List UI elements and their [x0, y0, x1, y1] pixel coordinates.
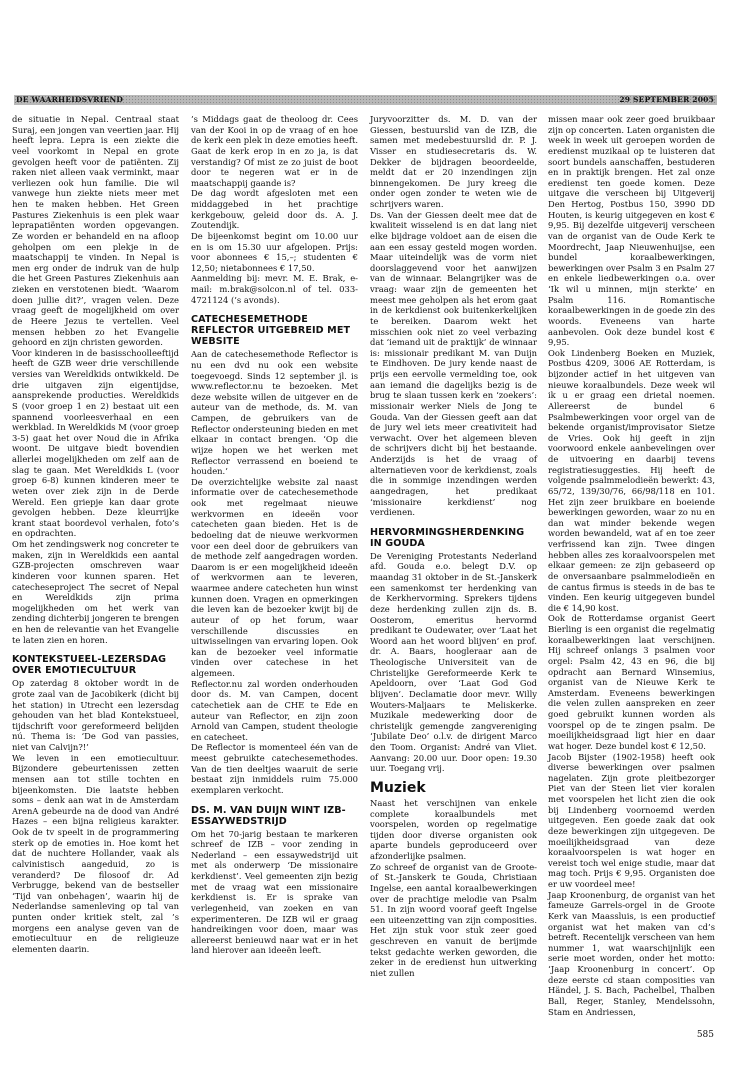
- page-number: 585: [696, 1030, 714, 1040]
- rubric-heading: Muziek: [370, 779, 426, 796]
- paragraph: Aan de catechesemethode Reflector is nu een dvd nu ook een website toegevoegd. Sinds 12 september jl. is www.reflector.nu te bezoeken. Met deze website willen de uitgever en de auteur van de methode, ds. M. van Campen, de gebruikers van de Reflector ondersteuning bieden en met elkaar in contact brengen. ‘Op die wijze hopen we het werken met Reflector verrassend en boeiend te houden.’: [191, 349, 358, 477]
- paragraph: Ook de Rotterdamse organist Geert Bierling is een organist die regelmatig koraalbewerkingen laat verschijnen. Hij schreef onlangs 3 psalmen voor orgel: Psalm 42, 43 en 96, die bij opdracht aan Bernard Winsemius, organist van de Nieuwe Kerk te Amsterdam. Eveneens bewerkingen die velen zullen aanspreken en zeer goed gebruikt kunnen worden als voorspel op de te zingen psalm. De moeilijkheidsgraad ligt hier en daar wat hoger. Deze bundel kost € 12,50.: [548, 613, 715, 751]
- paragraph: Juryvoorzitter ds. M. D. van der Giessen, bestuurslid van de IZB, die samen met medebestuurslid dr. P. J. Visser en studiesecretaris ds. W. Dekker de bijdragen beoordeelde, meldt dat er 20 inzendingen zijn binnengekomen. De jury kreeg die onder ogen zonder te weten wie de schrijvers waren.: [370, 114, 537, 209]
- masthead: DE WAARHEIDSVRIEND: [16, 95, 124, 104]
- paragraph: Om het zendingswerk nog concreter te maken, zijn in Wereldkids een aantal GZB-projecten omschreven waar kinderen voor kunnen sparen. Het catecheseproject The secret of Nepal en Wereldkids zijn prima mogelijkheden om het werk van zending dichterbij jongeren te brengen en hen de relevantie van het Evangelie te laten zien en horen.: [12, 539, 179, 645]
- paragraph: Zo schreef de organist van de Groote- of St.-Janskerk te Gouda, Christiaan Ingelse, een aantal koraalbewerkingen over de prachtige melodie van Psalm 51. In zijn woord vooraf geeft Ingelse een uiteenzetting van zijn composities. Het zijn stuk voor stuk zeer goed geschreven en vanuit de berijmde tekst gedachte werken geworden, die zeker in de eredienst hun uitwerking niet zullen: [370, 861, 537, 978]
- paragraph: De Vereniging Protestants Nederland afd. Gouda e.o. belegt D.V. op maandag 31 oktober in de St.-Janskerk een samenkomst ter herdenking van de Kerkhervorming. Sprekers tijdens deze herdenking zullen zijn ds. B. Oosterom, emeritus hervormd predikant te Oudewater, over ‘Laat het Woord aan het woord blijven’ en prof. dr. A. Baars, hoogleraar aan de Theologische Universiteit van de Christelijke Gereformeerde Kerk te Apeldoorn, over ‘Laat God God blijven’. Declamatie door mevr. Willy Wouters-Maljaars te Meliskerke. Muzikale medewerking door de christelijk gemengde zangvereniging ‘Jubilate Deo’ o.l.v. de dirigent Marco den Toom. Organist: André van Vliet. Aanvang: 20.00 uur. Door open: 19.30 uur. Toegang vrij.: [370, 550, 537, 774]
- section-heading: HERVORMINGSHERDENKING IN GOUDA: [370, 526, 525, 549]
- paragraph: ’s Middags gaat de theoloog dr. Cees van der Kooi in op de vraag of en hoe de kerk een plek in deze emoties heeft. Gaat de kerk erop in en zo ja, is dat verstandig? Of mist ze zo juist de boot door te negeren wat er in de maatschappij gaande is?: [191, 114, 358, 188]
- paragraph: Reflector.nu zal worden onderhouden door ds. M. van Campen, docent catechetiek aan de CHE te Ede en auteur van Reflector, en zijn zoon Arnold van Campen, student theologie en catecheet.: [191, 678, 358, 742]
- paragraph: De Reflector is momenteel één van de meest gebruikte catechesemethodes. Van de tien deeltjes waaruit de serie bestaat zijn inmiddels ruim 75.000 exemplaren verkocht.: [191, 742, 358, 795]
- section-heading: CATECHESEMETHODE REFLECTOR UITGEBREID MET WEBSITE: [191, 314, 351, 348]
- paragraph: De overzichtelijke website zal naast informatie over de catechesemethode ook met regelmaat nieuwe werkvormen en ideeën voor catecheten gaan bieden. Het is de bedoeling dat de nieuwe werkvormen voor een deel door de gebruikers van de methode zelf aangedragen worden. Daarom is er een mogelijkheid ideeën of werkvormen aan te leveren, waarmee andere catecheten hun winst kunnen doen. Vragen en opmerkingen die leven kan de bezoeker kwijt bij de auteur of op het forum, waar verschillende discussies en uitwisselingen van ervaring lopen. Ook kan de bezoeker veel informatie vinden over catechese in het algemeen.: [191, 476, 358, 678]
- paragraph: Ook Lindenberg Boeken en Muziek, Postbus 4209, 3006 AE Rotterdam, is bijzonder actief in het uitgeven van nieuwe koraalbundels. Deze week wil ik u er graag een drietal noemen. Allereerst de bundel 6 Psalmbewerkingen voor orgel van de bekende organist/improvisator Sietze de Vries. Ook hij geeft in zijn voorwoord enkele aanbevelingen over de uitvoering en daarbij tevens registratiesuggesties. Hij heeft de volgende psalmmelodieën bewerkt: 43, 65/72, 139/30/76, 66/98/118 en 101. Het zijn zeer bruikbare en boeiende bewerkingen geworden, waar zo nu en dan wat minder bekende wegen worden bewandeld, wat af en toe zeer verfrissend kan zijn. Twee dingen hebben alles zes koraalvoorspelen met elkaar gemeen: ze zijn gebaseerd op de onversaanbare psalmmelodieën en de cantus firmus is steeds in de bas te vinden. Een keurig uitgegeven bundel die € 14,90 kost.: [548, 347, 715, 613]
- column-1: [12, 114, 179, 955]
- column-4: [548, 114, 715, 1017]
- paragraph: Op zaterdag 8 oktober wordt in de grote zaal van de Jacobikerk (dicht bij het station) in Utrecht een lezersdag gehouden van het blad Kontekstueel, tijdschrift voor gereformeerd belijden nú. Thema is: ‘De God van passies, niet van Calvijn?!’: [12, 678, 179, 752]
- paragraph: de situatie in Nepal. Centraal staat Suraj, een jongen van veertien jaar. Hij heeft lepra. Lepra is een ziekte die veel voorkomt in Nepal en grote gevolgen heeft voor de patiënten. Zij raken niet alleen vaak verminkt, maar verliezen ook hun familie. Die wil vanwege hun ziekte niets meer met hen te maken hebben. Het Green Pastures Ziekenhuis is een plek waar leprapatiënten worden opgevangen. Ze worden er behandeld en na afloop geholpen om een plekje in de maatschappij te vinden. In Nepal is men erg onder de indruk van de hulp die het Green Pastures Ziekenhuis aan zieken en verstotenen biedt. ‘Waarom doen jullie dit?’, vragen velen. Deze vraag geeft de mogelijkheid om over de Heere Jezus te vertellen. Veel mensen hebben zo het Evangelie gehoord en zijn christen geworden.: [12, 114, 179, 348]
- section-heading: DS. M. VAN DUIJN WINT IZB-ESSAYWEDSTRIJD: [191, 804, 346, 827]
- paragraph: Jacob Bijster (1902-1958) heeft ook diverse bewerkingen over psalmen nagelaten. Zijn grote pleitbezorger Piet van der Steen liet vier koralen met voorspelen het licht zien die ook bij Lindenberg voornoemd werden uitgegeven. Een goede zaak dat ook deze bewerkingen zijn uitgegeven. De moeilijkheidsgraad van deze koraalvoorspelen is wat hoger en vereist toch wel enige studie, maar dat mag toch. Prijs € 9,95. Organisten doe er uw voordeel mee!: [548, 751, 715, 889]
- paragraph: Om het 70-jarig bestaan te markeren schreef de IZB – voor zending in Nederland – een essaywedstrijd uit met als onderwerp ‘De missionaire kerkdienst’. Veel gemeenten zijn bezig met de vraag wat een missionaire kerkdienst is. Er is sprake van verlegenheid, van zoeken en van experimenteren. De IZB wil er graag handreikingen voor doen, maar was allereerst benieuwd naar wat er in het land hierover aan ideeën leeft.: [191, 828, 358, 956]
- paragraph: Jaap Kroonenburg, de organist van het fameuze Garrels-orgel in de Groote Kerk van Maassluis, is een productief organist wat het maken van cd’s betreft. Recentelijk verscheen van hem nummer 1, wat waarschijnlijk een serie moet worden, onder het motto: ‘Jaap Kroonenburg in concert’. Op deze eerste cd staan composities van Händel, J. S. Bach, Pachelbel, Thalben Ball, Reger, Stanley, Mendelssohn, Stam en Andriessen,: [548, 889, 715, 1017]
- paragraph: Voor kinderen in de basisschoolleeftijd heeft de GZB weer drie verschillende versies van Wereldkids ontwikkeld. De drie uitgaven zijn eigentijdse, aansprekende producties. Wereldkids S (voor groep 1 en 2) bestaat uit een spannend voorleesverhaal en een werkblad. In Wereldkids M (voor groep 3-5) gaat het over Noud die in Afrika woont. De uitgave biedt bovendien allerlei mogelijkheden om zelf aan de slag te gaan. Met Wereldkids L (voor groep 6-8) kunnen kinderen meer te weten over ziek zijn in de Derde Wereld. Een griepje kan daar grote gevolgen hebben. Deze kleurrijke krant staat boordevol verhalen, foto’s en opdrachten.: [12, 347, 179, 539]
- issue-date: 29 SEPTEMBER 2005: [619, 95, 714, 104]
- column-3: [370, 114, 537, 979]
- paragraph: Ds. Van der Giessen deelt mee dat de kwaliteit wisselend is en dat lang niet elke bijdrage voldoet aan de eisen die aan een essay gesteld mogen worden. Maar uiteindelijk was de vorm niet doorslaggevend voor het aanwijzen van de winnaar. Belangrijker was de vraag: waar zijn de gemeenten het meest mee geholpen als het erom gaat in de kerkdienst ook buitenkerkelijken te bereiken. Daarom wekt het misschien ook niet zo veel verbazing dat ‘iemand uit de praktijk’ de winnaar is: missionair predikant M. van Duijn te Eindhoven. De jury kende naast de prijs een eervolle vermelding toe, ook aan iemand die dagelijks bezig is de brug te slaan tussen kerk en ‘zoekers’: missionair werker Niels de Jong te Gouda. Van der Giessen geeft aan dat de jury wel iets meer creativiteit had verwacht. Over het algemeen bleven de schrijvers dicht bij het bestaande. Anderzijds is het de vraag of alternatieven voor de kerkdienst, zoals die in sommige inzendingen werden aangedragen, het predikaat ‘missionaire kerkdienst’ nog verdienen.: [370, 209, 537, 518]
- paragraph: De bijeenkomst begint om 10.00 uur en is om 15.30 uur afgelopen. Prijs: voor abonnees € 15,–; studenten € 12,50; nietabonnees € 17,50.: [191, 230, 358, 273]
- paragraph: missen maar ook zeer goed bruikbaar zijn op concerten. Laten organisten die week in week uit geroepen worden de eredienst muzikaal op te luisteren dat soort bundels aanschaffen, bestuderen en in praktijk brengen. Het zal onze eredienst ten goede komen. Deze uitgave die verscheen bij Uitgeverij Den Hertog, Postbus 150, 3990 DD Houten, is keurig uitgegeven en kost € 9,95. Bij dezelfde uitgeverij verscheen van de organist van de Oude Kerk te Moordrecht, Jaap Nieuwenhuijse, een bundel koraalbewerkingen, bewerkingen over Psalm 3 en Psalm 27 en enkele liedbewerkingen o.a. over ‘Ik wil u minnen, mijn sterkte’ en Psalm 116. Romantische koraalbewerkingen in de goede zin des woords. Eveneens van harte aanbevolen. Ook deze bundel kost € 9,95.: [548, 114, 715, 348]
- paragraph: Naast het verschijnen van enkele complete koraalbundels met voorspelen, worden op regelmatige tijden door diverse organisten ook aparte bundels geproduceerd over afzonderlijke psalmen.: [370, 797, 537, 861]
- paragraph: Aanmelding bij: mevr. M. E. Brak, e-mail: m.brak@solcon.nl of tel. 033-4721124 (’s avonds).: [191, 273, 358, 305]
- paragraph: De dag wordt afgesloten met een middaggebed in het prachtige kerkgebouw, geleid door ds. A. J. Zoutendijk.: [191, 188, 358, 231]
- column-2: [191, 114, 358, 956]
- paragraph: We leven in een emotiecultuur. Bijzondere gebeurtenissen zetten mensen aan tot stille tochten en bijeenkomsten. Die laatste hebben soms – denk aan wat in de Amsterdam ArenA gebeurde na de dood van André Hazes – een bijna religieus karakter. Ook de tv speelt in de programmering sterk op de emoties in. Hoe komt het dat de nuchtere Hollander, vaak als calvinistisch aangeduid, zo is veranderd? De filosoof dr. Ad Verbrugge, bekend van de bestseller ‘Tijd van onbehagen’, waarin hij de Nederlandse samenleving op tal van punten onder kritiek stelt, zal ’s morgens een analyse geven van de emotiecultuur en de religieuze elementen daarin.: [12, 752, 179, 954]
- section-heading: KONTEKSTUEEL-LEZERSDAG OVER EMOTIECULTUUR: [12, 654, 167, 677]
